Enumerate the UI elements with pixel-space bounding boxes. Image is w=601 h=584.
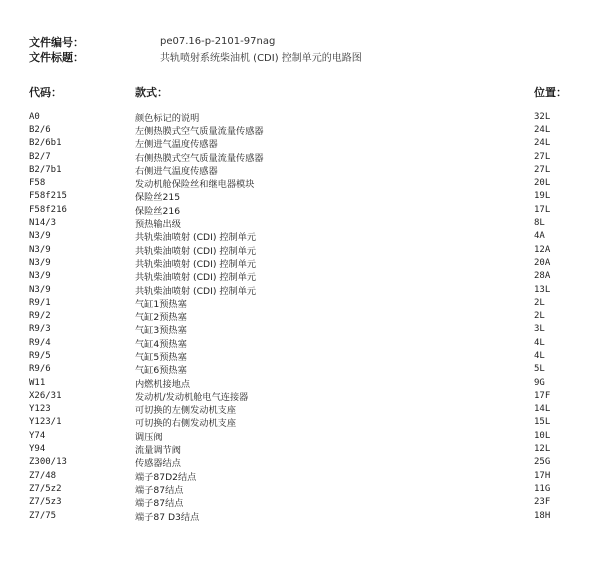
item-position: 23F (534, 497, 551, 508)
list-item (29, 296, 569, 309)
item-code: N3/9 (29, 271, 51, 282)
column-header-code: 代码： (29, 86, 62, 99)
list-item (29, 243, 569, 256)
item-description: 传感器结点 (135, 458, 181, 470)
item-code: F58f216 (29, 204, 67, 215)
item-description: 左侧热膜式空气质量流量传感器 (135, 125, 264, 137)
item-description: 气缸3预热塞 (135, 325, 187, 337)
item-code: N3/9 (29, 257, 51, 268)
item-code: R9/5 (29, 350, 51, 361)
item-position: 12A (534, 244, 551, 255)
item-code: Z7/75 (29, 510, 57, 521)
item-description: 共轨柴油喷射 (CDI) 控制单元 (135, 232, 257, 244)
item-position: 20A (534, 257, 551, 268)
file-title-label: 文件标题： (29, 50, 84, 64)
list-item (29, 469, 569, 482)
list-item (29, 203, 569, 216)
item-position: 2L (534, 297, 545, 308)
file-title-value: 共轨喷射系统柴油机 (CDI) 控制单元的电路图 (160, 53, 362, 64)
item-position: 19L (534, 191, 551, 202)
item-position: 32L (534, 111, 551, 122)
document-meta (29, 34, 362, 64)
item-position: 9G (534, 377, 545, 388)
item-code: N3/9 (29, 284, 51, 295)
file-number-row (29, 34, 362, 49)
item-description: 保险丝215 (135, 192, 181, 204)
item-description: 发动机/发动机舱电气连接器 (135, 391, 249, 403)
item-code: R9/2 (29, 311, 51, 322)
item-code: N3/9 (29, 231, 51, 242)
item-code: R9/1 (29, 297, 51, 308)
item-description: 气缸2预热塞 (135, 312, 187, 324)
list-item (29, 163, 569, 176)
item-position: 24L (534, 138, 551, 149)
item-code: Z300/13 (29, 457, 67, 468)
list-item (29, 482, 569, 495)
item-description: 端子87结点 (135, 498, 184, 510)
item-position: 4L (534, 337, 545, 348)
item-code: F58 (29, 178, 46, 189)
list-item (29, 137, 569, 150)
item-code: N14/3 (29, 218, 57, 229)
list-item (29, 496, 569, 509)
item-position: 17H (534, 470, 551, 481)
list-item (29, 429, 569, 442)
item-code: B2/7b1 (29, 164, 62, 175)
item-description: 共轨柴油喷射 (CDI) 控制单元 (135, 285, 257, 297)
list-item (29, 176, 569, 189)
item-code: B2/7 (29, 151, 51, 162)
item-code: X26/31 (29, 390, 62, 401)
item-code: N3/9 (29, 244, 51, 255)
item-description: 调压阀 (135, 431, 163, 443)
item-code: F58f215 (29, 191, 67, 202)
list-item (29, 336, 569, 349)
list-item (29, 363, 569, 376)
file-number-label: 文件编号： (29, 35, 84, 49)
item-description: 可切换的左侧发动机支座 (135, 405, 237, 417)
item-code: W11 (29, 377, 46, 388)
list-item (29, 256, 569, 269)
item-description: 发动机舱保险丝和继电器模块 (135, 179, 255, 191)
item-position: 3L (534, 324, 545, 335)
item-code: Y123 (29, 404, 51, 415)
item-position: 17L (534, 204, 551, 215)
item-position: 14L (534, 404, 551, 415)
column-header-position: 位置： (534, 86, 567, 99)
item-description: 右侧进气温度传感器 (135, 165, 218, 177)
column-header-description: 款式： (135, 86, 168, 99)
list-item (29, 323, 569, 336)
list-item (29, 270, 569, 283)
list-item (29, 190, 569, 203)
item-description: 右侧热膜式空气质量流量传感器 (135, 152, 264, 164)
item-description: 端子87 D3结点 (135, 511, 200, 523)
list-item (29, 123, 569, 136)
item-position: 13L (534, 284, 551, 295)
item-description: 共轨柴油喷射 (CDI) 控制单元 (135, 272, 257, 284)
item-code: R9/3 (29, 324, 51, 335)
item-position: 4A (534, 231, 545, 242)
item-code: Y94 (29, 444, 46, 455)
item-description: 流量调节阀 (135, 445, 181, 457)
item-description: 端子87结点 (135, 484, 184, 496)
item-position: 27L (534, 164, 551, 175)
item-code: R9/6 (29, 364, 51, 375)
item-position: 28A (534, 271, 551, 282)
item-position: 8L (534, 218, 545, 229)
list-item (29, 230, 569, 243)
item-position: 27L (534, 151, 551, 162)
list-item (29, 442, 569, 455)
list-item (29, 389, 569, 402)
list-item (29, 309, 569, 322)
list-item (29, 283, 569, 296)
item-position: 18H (534, 510, 551, 521)
list-item (29, 216, 569, 229)
item-description: 共轨柴油喷射 (CDI) 控制单元 (135, 245, 257, 257)
item-position: 5L (534, 364, 545, 375)
item-position: 10L (534, 430, 551, 441)
item-position: 25G (534, 457, 551, 468)
item-position: 12L (534, 444, 551, 455)
item-description: 内燃机接地点 (135, 378, 191, 390)
item-position: 15L (534, 417, 551, 428)
item-position: 4L (534, 350, 545, 361)
list-item (29, 403, 569, 416)
item-description: 气缸1预热塞 (135, 298, 187, 310)
item-code: Z7/5z2 (29, 483, 62, 494)
file-number-value: pe07.16-p-2101-97nag (160, 36, 276, 47)
item-description: 颜色标记的说明 (135, 112, 200, 124)
item-description: 气缸4预热塞 (135, 338, 187, 350)
list-item (29, 150, 569, 163)
item-code: R9/4 (29, 337, 51, 348)
item-description: 气缸6预热塞 (135, 365, 187, 377)
item-position: 2L (534, 311, 545, 322)
item-position: 24L (534, 124, 551, 135)
list-item (29, 416, 569, 429)
item-description: 端子87D2结点 (135, 471, 197, 483)
item-description: 气缸5预热塞 (135, 352, 187, 363)
item-code: Y123/1 (29, 417, 62, 428)
item-position: 17F (534, 390, 551, 401)
item-description: 保险丝216 (135, 205, 181, 217)
list-item (29, 110, 569, 123)
item-description: 共轨柴油喷射 (CDI) 控制单元 (135, 258, 257, 270)
component-list (29, 110, 569, 522)
item-position: 11G (534, 483, 551, 494)
item-description: 可切换的右侧发动机支座 (135, 418, 237, 430)
list-item (29, 376, 569, 389)
item-code: Z7/5z3 (29, 497, 62, 508)
item-code: B2/6b1 (29, 138, 62, 149)
item-position: 20L (534, 178, 551, 189)
item-code: B2/6 (29, 124, 51, 135)
item-code: Z7/48 (29, 470, 57, 481)
item-code: Y74 (29, 430, 46, 441)
item-code: A0 (29, 111, 40, 122)
item-description: 左侧进气温度传感器 (135, 139, 218, 151)
file-title-row (29, 49, 362, 64)
list-item (29, 456, 569, 469)
item-description: 预热输出级 (135, 219, 181, 231)
list-item (29, 349, 569, 362)
list-item (29, 509, 569, 522)
